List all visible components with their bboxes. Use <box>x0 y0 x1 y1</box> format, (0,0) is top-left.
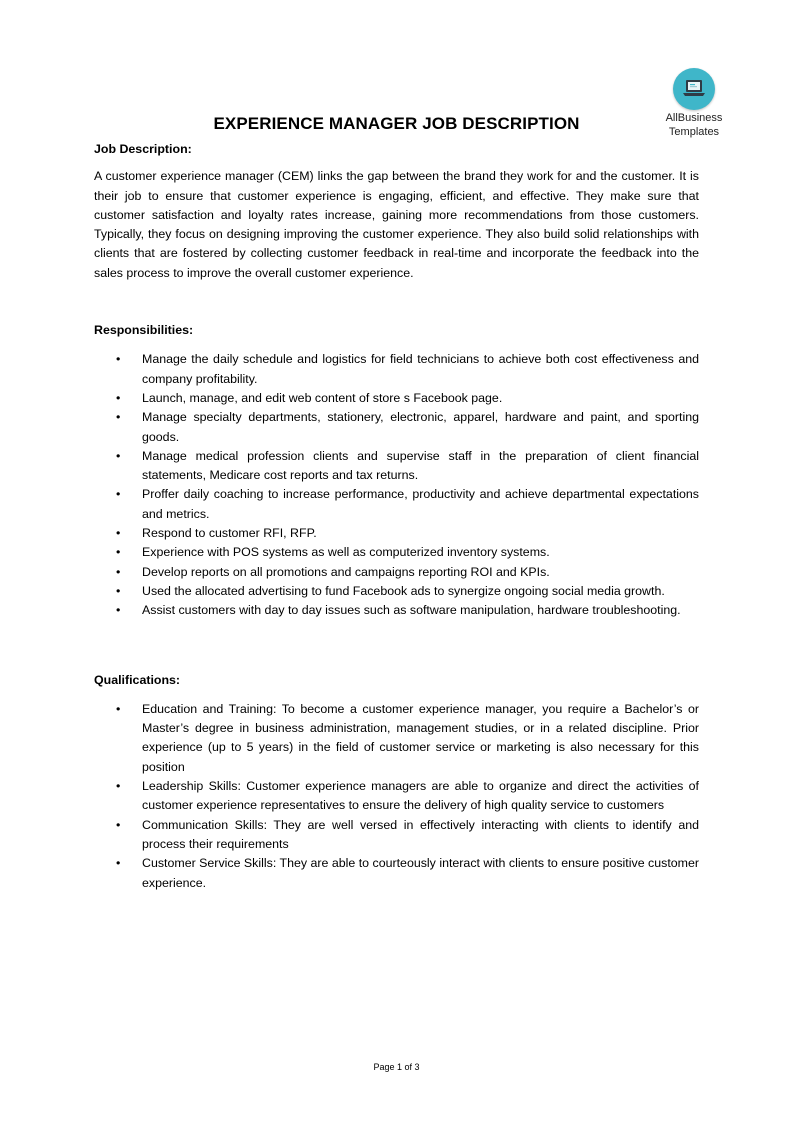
bullet-icon: • <box>116 448 121 463</box>
bullet-icon: • <box>116 564 121 579</box>
list-item-text: Launch, manage, and edit web content of store s Facebook page. <box>142 390 503 405</box>
bullet-icon: • <box>116 487 121 502</box>
responsibilities-heading: Responsibilities: <box>94 323 194 338</box>
logo-badge <box>673 68 715 110</box>
list-item <box>94 700 699 777</box>
bullet-icon: • <box>116 856 121 871</box>
bullet-icon: • <box>116 526 121 541</box>
page-number: Page 1 of 3 <box>373 1062 420 1072</box>
list-item-text: Education and Training: To become a customer experience manager, you require a Bachelor’s or Master’s degree in business administration, management studies, or in a related discipline. Prior experience (up to 5 years) in the field of customer service or marketing is also necessary for this position <box>142 701 699 774</box>
bullet-icon: • <box>116 583 121 598</box>
document-body <box>94 140 699 893</box>
list-item <box>94 485 699 524</box>
laptop-icon <box>682 79 706 99</box>
responsibilities-list <box>94 350 699 620</box>
list-item <box>94 543 699 562</box>
list-item <box>94 563 699 582</box>
list-item-text: Manage the daily schedule and logistics for field technicians to achieve both cost effectiveness and company profitability. <box>142 352 699 386</box>
list-item <box>94 777 699 816</box>
document-title: EXPERIENCE MANAGER JOB DESCRIPTION <box>213 114 580 133</box>
job-description-section <box>94 140 699 283</box>
bullet-icon: • <box>116 779 121 794</box>
responsibilities-section <box>94 321 699 620</box>
list-item <box>94 582 699 601</box>
list-item <box>94 601 699 620</box>
list-item-text: Assist customers with day to day issues such as software manipulation, hardware troubleshooting. <box>142 603 681 618</box>
bullet-icon: • <box>116 545 121 560</box>
list-item-text: Manage medical profession clients and supervise staff in the preparation of client financial statements, Medicare cost reports and tax returns. <box>142 448 699 483</box>
qualifications-section <box>94 671 699 893</box>
list-item <box>94 447 699 486</box>
bullet-icon: • <box>116 390 121 405</box>
job-description-text: A customer experience manager (CEM) links the gap between the brand they work for and the customer. It is their job to ensure that customer experience is engaging, efficient, and effective. They make sure that customer satisfaction and loyalty rates increase, gaining more recommendations from those customers. Typically, they focus on designing improving the customer experience. They also build solid relationships with clients that are fostered by collecting customer feedback in real-time and incorporate the feedback into the sales process to improve the overall customer experience. <box>94 169 699 280</box>
list-item <box>94 389 699 408</box>
bullet-icon: • <box>116 701 121 716</box>
list-item <box>94 854 699 893</box>
list-item-text: Respond to customer RFI, RFP. <box>142 526 317 541</box>
list-item <box>94 524 699 543</box>
list-item-text: Leadership Skills: Customer experience managers are able to organize and direct the activities of customer experience representatives to ensure the delivery of high quality service to customers <box>142 779 699 813</box>
bullet-icon: • <box>116 603 121 618</box>
list-item-text: Experience with POS systems as well as computerized inventory systems. <box>142 545 550 560</box>
job-description-heading: Job Description: <box>94 142 192 156</box>
bullet-icon: • <box>116 410 121 425</box>
bullet-icon: • <box>116 352 121 367</box>
list-item-text: Customer Service Skills: They are able to courteously interact with clients to ensure positive customer experience. <box>142 856 699 890</box>
list-item <box>94 350 699 389</box>
qualifications-heading: Qualifications: <box>94 672 181 687</box>
list-item-text: Manage specialty departments, stationery, electronic, apparel, hardware and paint, and sporting goods. <box>142 410 699 444</box>
list-item-text: Used the allocated advertising to fund Facebook ads to synergize ongoing social media growth. <box>142 583 665 598</box>
list-item-text: Develop reports on all promotions and campaigns reporting ROI and KPIs. <box>142 564 550 579</box>
logo-text-line2: Templates <box>668 126 720 138</box>
logo-text-line1: AllBusiness <box>665 112 723 124</box>
list-item <box>94 816 699 855</box>
list-item <box>94 408 699 447</box>
qualifications-list <box>94 700 699 893</box>
list-item-text: Proffer daily coaching to increase performance, productivity and achieve departmental expectations and metrics. <box>142 487 699 521</box>
list-item-text: Communication Skills: They are well versed in effectively interacting with clients to identify and process their requirements <box>142 817 699 851</box>
bullet-icon: • <box>116 817 121 832</box>
